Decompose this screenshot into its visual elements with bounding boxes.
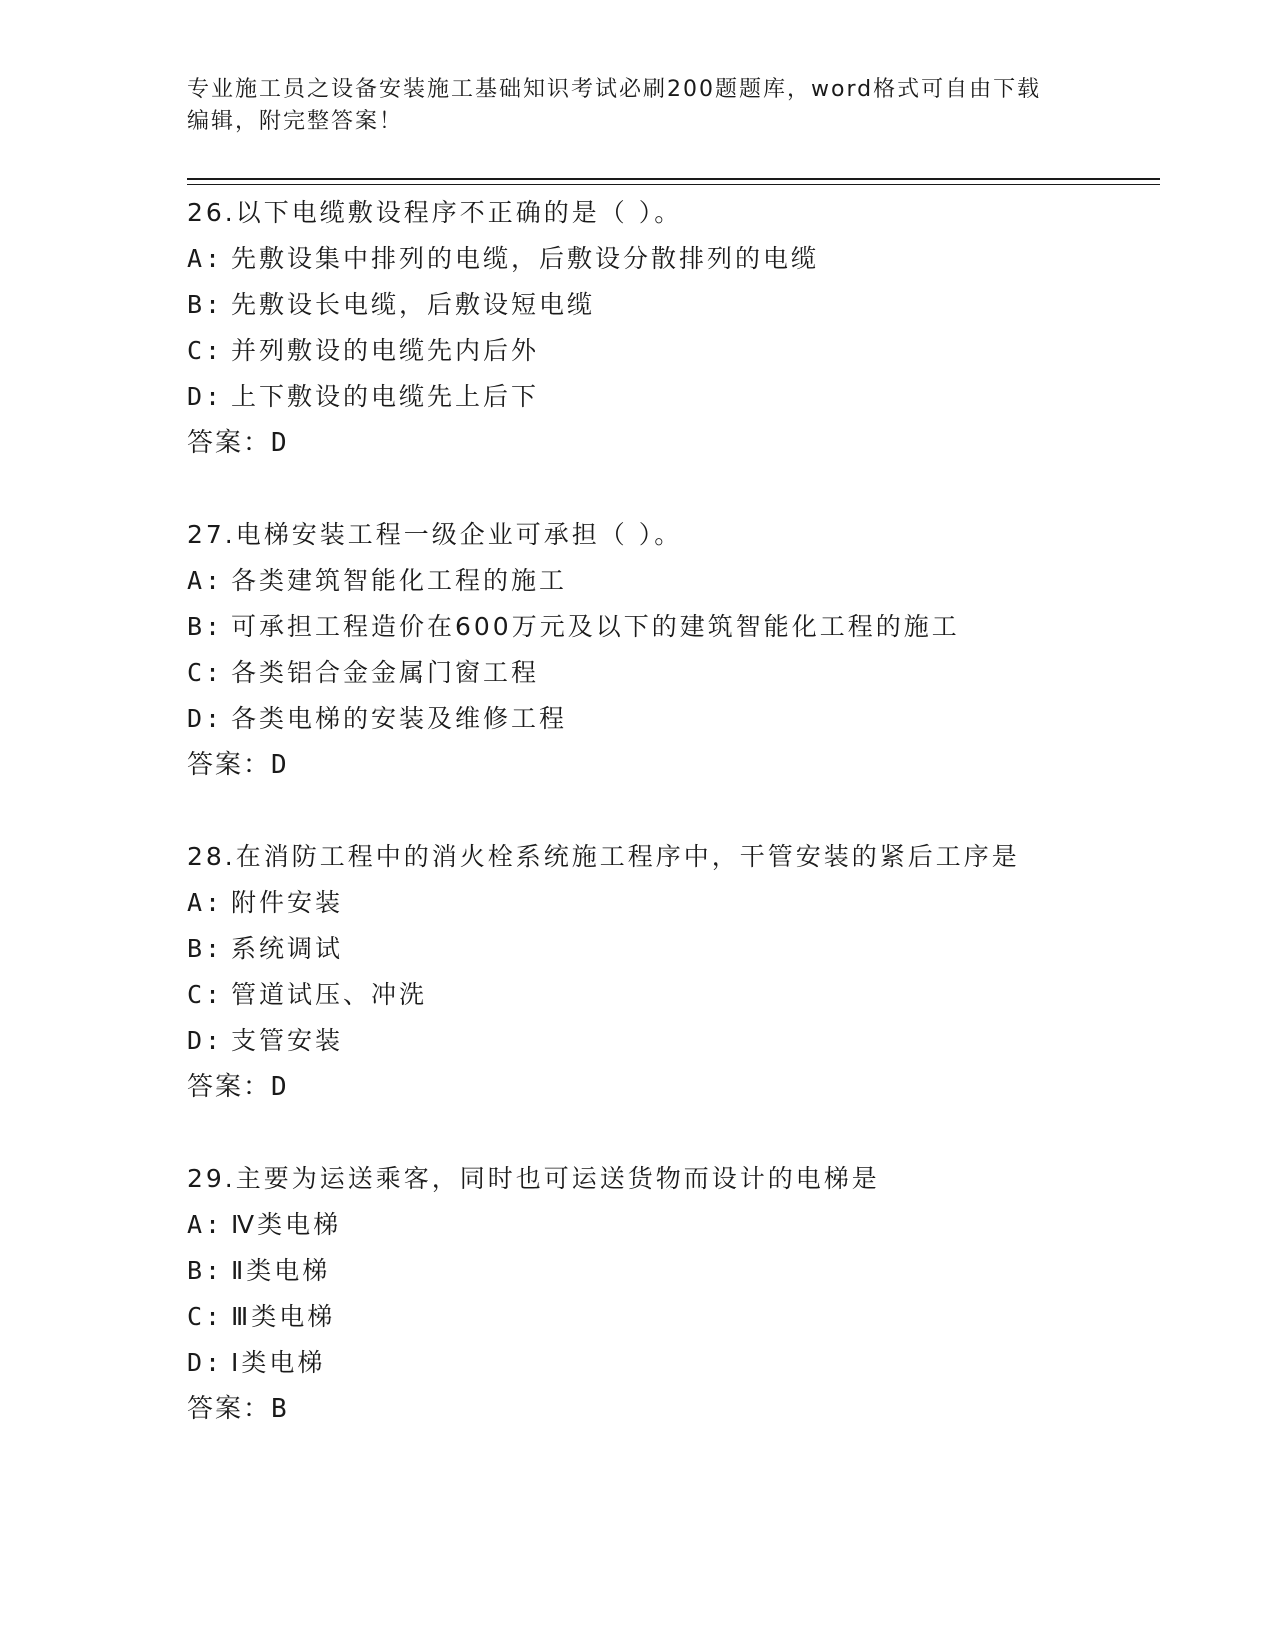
question-27 [187,512,1147,788]
option-b: B: 先敷设长电缆，后敷设短电缆 [187,290,596,319]
answer-line [187,1386,1147,1432]
option-a: A: 附件安装 [187,888,344,917]
answer-label: 答案： [187,1072,272,1102]
option-d: D: 支管安装 [187,1026,344,1055]
option-c: C: Ⅲ类电梯 [187,1302,336,1331]
header-divider-thick [187,178,1160,180]
question-list [187,190,1147,1478]
option-d: D: 各类电梯的安装及维修工程 [187,704,568,733]
question-stem: 29.主要为运送乘客，同时也可运送货物而设计的电梯是 [187,1164,880,1193]
header-title-line-1: 专业施工员之设备安装施工基础知识考试必刷200题题库，word格式可自由下载 [187,77,1042,102]
header-title-line-2: 编辑，附完整答案！ [187,109,404,134]
answer-value: B [271,1394,289,1424]
question-29 [187,1156,1147,1432]
option-a: A: Ⅳ类电梯 [187,1210,342,1239]
question-stem: 26.以下电缆敷设程序不正确的是（ ）。 [187,198,683,227]
question-26 [187,190,1147,466]
answer-label: 答案： [187,750,272,780]
option-a: A: 先敷设集中排列的电缆，后敷设分散排列的电缆 [187,244,820,273]
document-header [187,74,1087,138]
answer-label: 答案： [187,428,272,458]
answer-line [187,420,1147,466]
answer-label: 答案： [187,1394,272,1424]
option-c: C: 并列敷设的电缆先内后外 [187,336,540,365]
option-d: D: Ⅰ类电梯 [187,1348,326,1377]
option-a: A: 各类建筑智能化工程的施工 [187,566,568,595]
question-28 [187,834,1147,1110]
option-d: D: 上下敷设的电缆先上后下 [187,382,540,411]
answer-value: D [271,750,289,780]
option-c: C: 各类铝合金金属门窗工程 [187,658,540,687]
answer-value: D [271,428,289,458]
answer-line [187,742,1147,788]
question-stem: 28.在消防工程中的消火栓系统施工程序中，干管安装的紧后工序是 [187,842,1020,871]
question-stem: 27.电梯安装工程一级企业可承担（ ）。 [187,520,683,549]
option-b: B: 可承担工程造价在600万元及以下的建筑智能化工程的施工 [187,612,960,641]
answer-line [187,1064,1147,1110]
answer-value: D [271,1072,289,1102]
option-b: B: Ⅱ类电梯 [187,1256,331,1285]
option-b: B: 系统调试 [187,934,344,963]
header-divider-thin [187,184,1160,185]
option-c: C: 管道试压、冲洗 [187,980,428,1009]
